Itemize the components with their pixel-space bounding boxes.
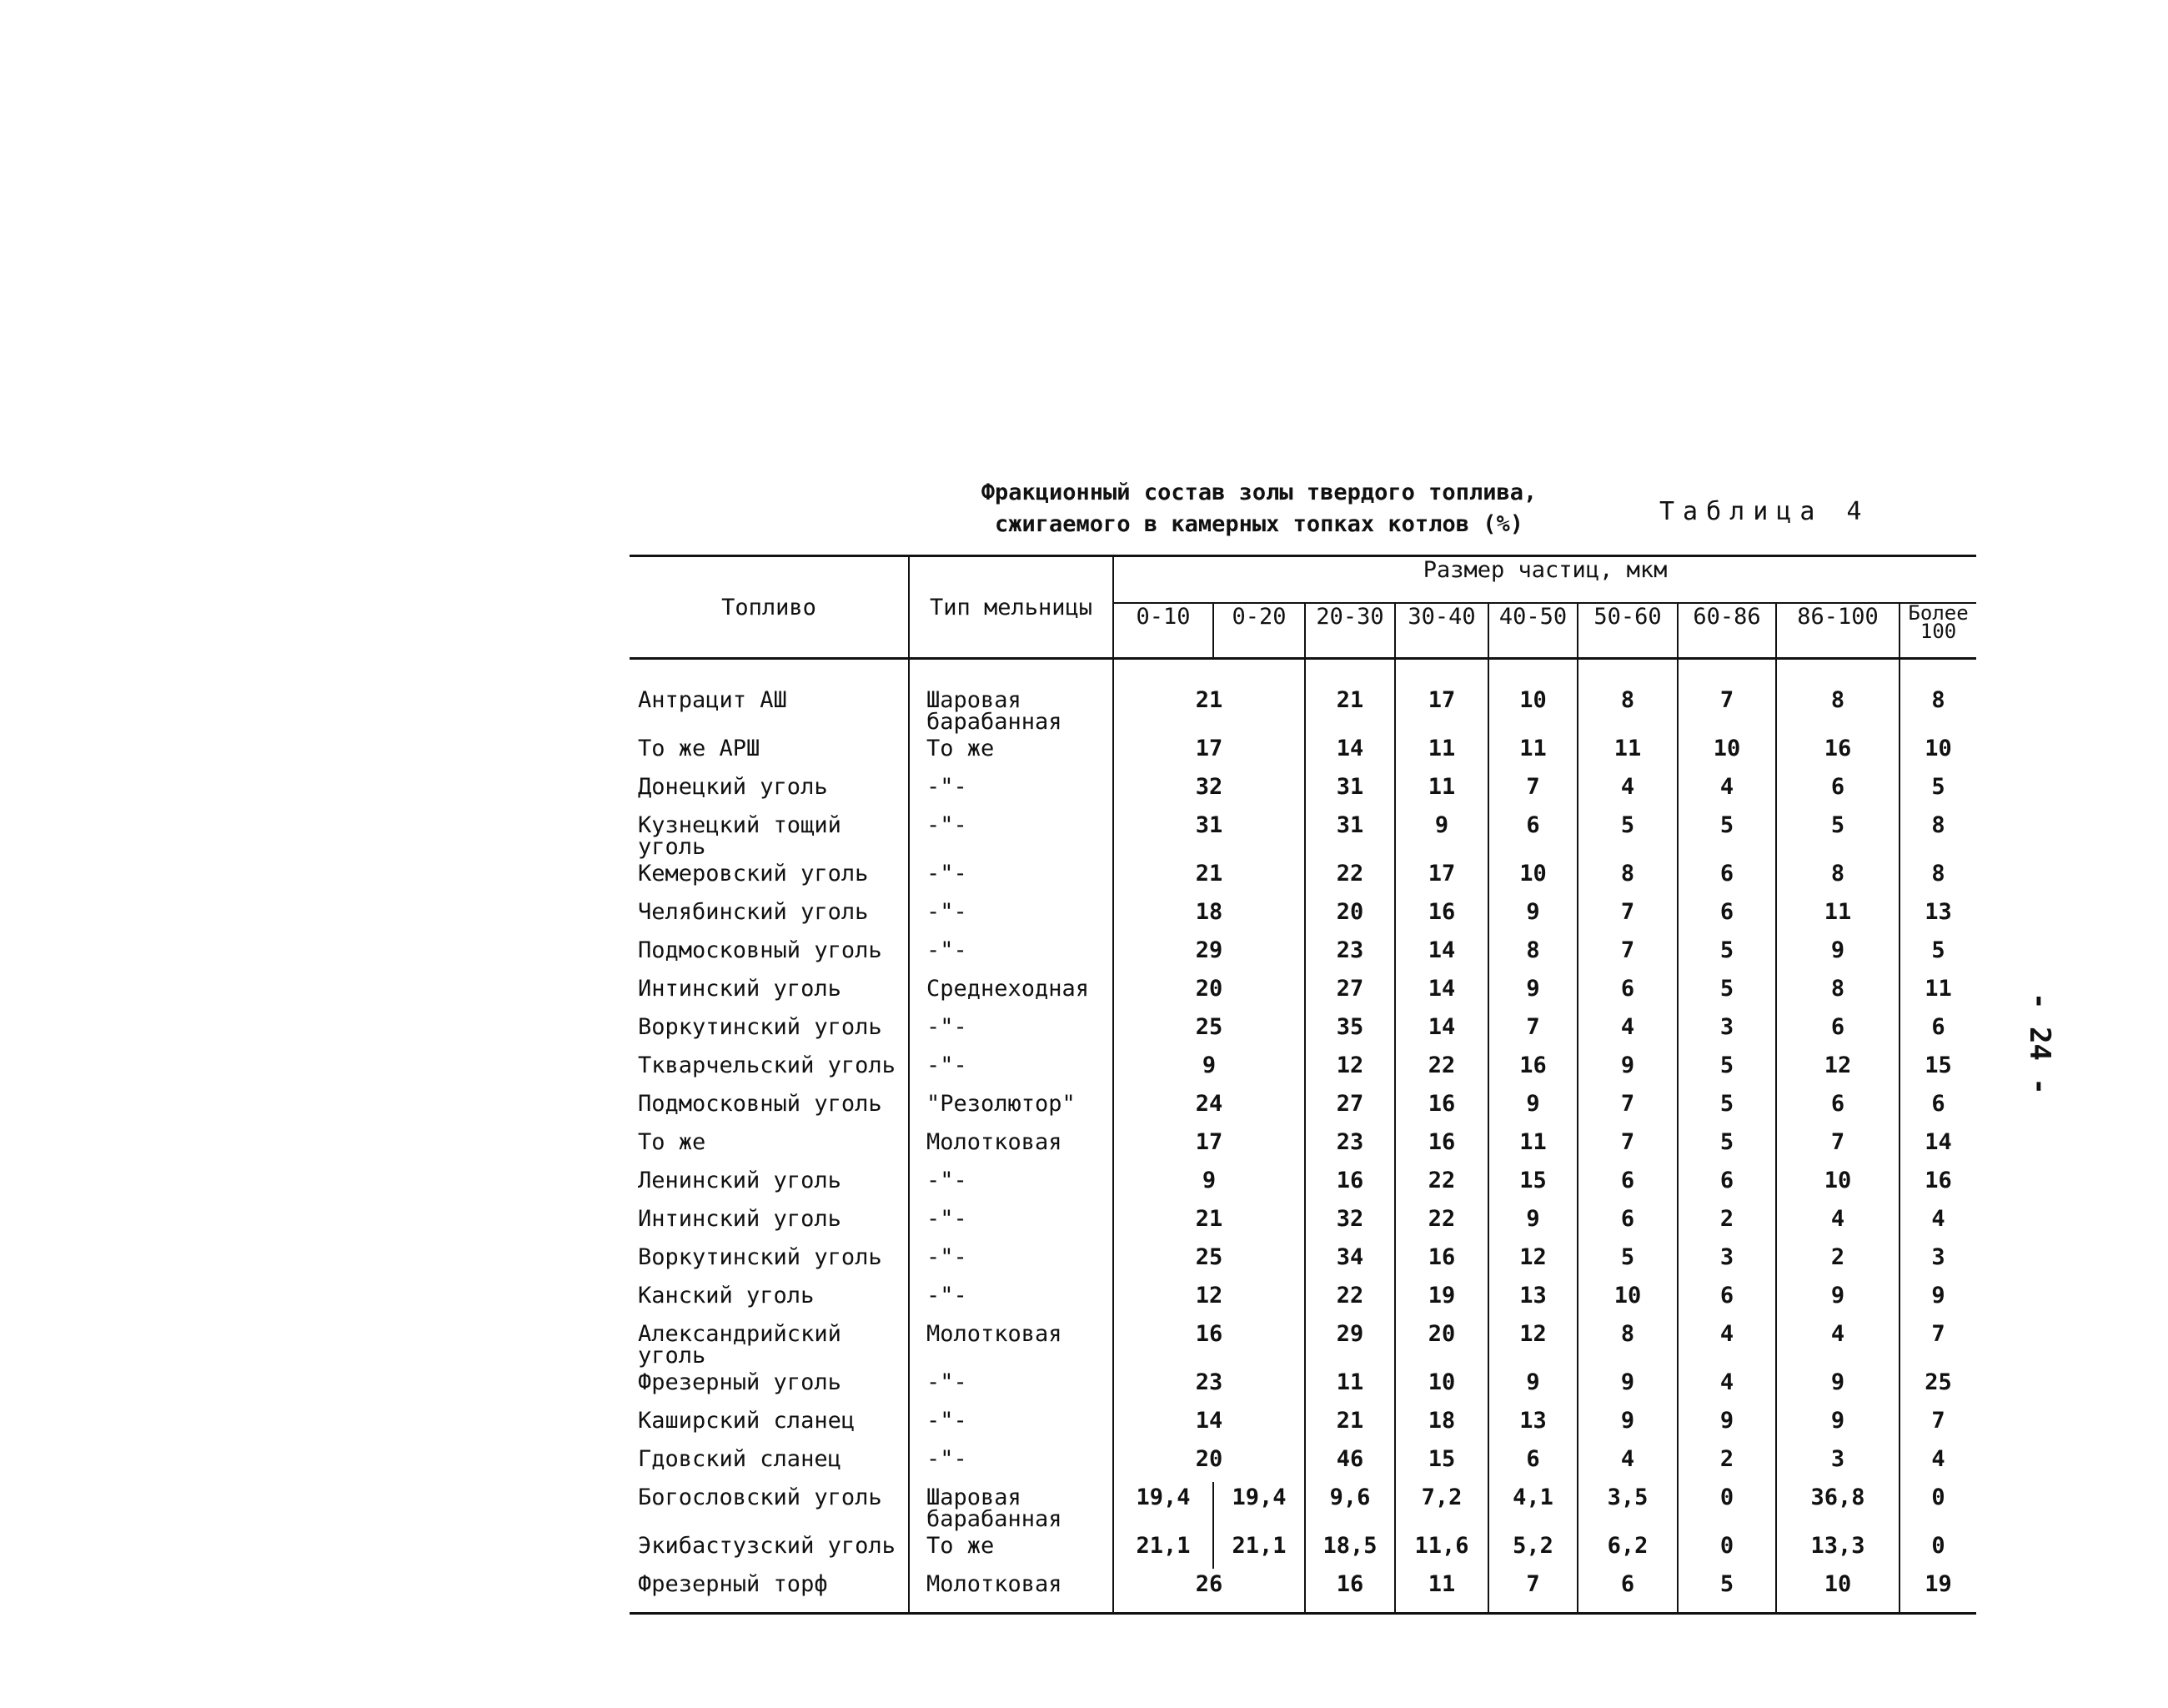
value-cell: 5 <box>1678 973 1776 1012</box>
value-cell: 22 <box>1305 858 1395 897</box>
value-cell: 11 <box>1488 733 1578 771</box>
value-cell: 16 <box>1395 1127 1488 1165</box>
header-bin-1: 0-20 <box>1213 603 1305 659</box>
fuel-name: Канский уголь <box>638 1283 815 1309</box>
value-cell: 22 <box>1395 1203 1488 1242</box>
header-particle-size: Размер частиц, мкм <box>1113 556 1976 603</box>
value-cell: 6 <box>1678 897 1776 935</box>
value-cell: 19,4 <box>1213 1482 1305 1530</box>
table-number-label: Таблица 4 <box>1659 497 1870 526</box>
value-cell: 5 <box>1678 810 1776 858</box>
value-cell: 23 <box>1305 935 1395 973</box>
mill-type: -"- <box>909 1050 1113 1088</box>
table-title-line-2: сжигаемого в камерных топках котлов (%) <box>995 511 1523 537</box>
mill-type: -"- <box>909 810 1113 858</box>
value-cell: 3 <box>1678 1012 1776 1050</box>
value-cell: 23 <box>1113 1367 1305 1405</box>
fuel-name: Челябинский уголь <box>638 899 869 925</box>
value-cell: 6,2 <box>1578 1530 1678 1569</box>
value-cell: 21 <box>1113 659 1305 734</box>
mill-type: -"- <box>909 1203 1113 1242</box>
value-cell: 16 <box>1488 1050 1578 1088</box>
table-row <box>630 1165 1976 1203</box>
value-cell: 11,6 <box>1395 1530 1488 1569</box>
mill-type: -"- <box>909 1280 1113 1319</box>
value-cell: 4 <box>1776 1203 1900 1242</box>
value-cell: 7 <box>1488 1569 1578 1614</box>
value-cell: 16 <box>1113 1319 1305 1367</box>
value-cell: 9 <box>1678 1405 1776 1444</box>
value-cell: 15 <box>1488 1165 1578 1203</box>
value-cell: 7 <box>1900 1319 1976 1367</box>
value-cell: 8 <box>1900 810 1976 858</box>
value-cell: 5 <box>1900 935 1976 973</box>
value-cell: 9 <box>1578 1405 1678 1444</box>
value-cell: 14 <box>1113 1405 1305 1444</box>
fuel-name: Подмосковный уголь <box>638 1091 882 1117</box>
value-cell: 32 <box>1305 1203 1395 1242</box>
value-cell: 6 <box>1678 1165 1776 1203</box>
table-row <box>630 1367 1976 1405</box>
value-cell: 13 <box>1900 897 1976 935</box>
value-cell: 4 <box>1578 771 1678 810</box>
value-cell: 5 <box>1578 810 1678 858</box>
value-cell: 5,2 <box>1488 1530 1578 1569</box>
value-cell: 12 <box>1113 1280 1305 1319</box>
table-row <box>630 935 1976 973</box>
value-cell: 3,5 <box>1578 1482 1678 1530</box>
value-cell: 7 <box>1488 771 1578 810</box>
value-cell: 36,8 <box>1776 1482 1900 1530</box>
value-cell: 14 <box>1900 1127 1976 1165</box>
table-row <box>630 1280 1976 1319</box>
value-cell: 5 <box>1900 771 1976 810</box>
value-cell: 6 <box>1488 1444 1578 1482</box>
value-cell: 9 <box>1578 1367 1678 1405</box>
value-cell: 13 <box>1488 1280 1578 1319</box>
value-cell: 24 <box>1113 1088 1305 1127</box>
value-cell: 8 <box>1776 659 1900 734</box>
value-cell: 5 <box>1678 1050 1776 1088</box>
value-cell: 17 <box>1113 733 1305 771</box>
mill-type: -"- <box>909 1367 1113 1405</box>
value-cell: 14 <box>1305 733 1395 771</box>
value-cell: 17 <box>1113 1127 1305 1165</box>
value-cell: 6 <box>1900 1012 1976 1050</box>
value-cell: 6 <box>1776 771 1900 810</box>
value-cell: 11 <box>1900 973 1976 1012</box>
value-cell: 0 <box>1678 1530 1776 1569</box>
value-cell: 22 <box>1395 1050 1488 1088</box>
value-cell: 9 <box>1488 973 1578 1012</box>
value-cell: 11 <box>1395 1569 1488 1614</box>
value-cell: 8 <box>1578 1319 1678 1367</box>
mill-type: -"- <box>909 1242 1113 1280</box>
table-row <box>630 1203 1976 1242</box>
value-cell: 5 <box>1678 1088 1776 1127</box>
value-cell: 15 <box>1900 1050 1976 1088</box>
value-cell: 16 <box>1900 1165 1976 1203</box>
fuel-name: Гдовский сланец <box>638 1446 841 1472</box>
value-cell: 21 <box>1113 858 1305 897</box>
value-cell: 8 <box>1578 858 1678 897</box>
value-cell: 4 <box>1776 1319 1900 1367</box>
value-cell: 9 <box>1776 935 1900 973</box>
value-cell: 2 <box>1776 1242 1900 1280</box>
value-cell: 9,6 <box>1305 1482 1395 1530</box>
value-cell: 16 <box>1305 1165 1395 1203</box>
value-cell: 7 <box>1578 897 1678 935</box>
fuel-name: Богословский уголь <box>638 1484 882 1510</box>
table-row <box>630 1530 1976 1569</box>
table-title-line-1: Фракционный состав золы твердого топлива, <box>981 480 1538 505</box>
table-row <box>630 1012 1976 1050</box>
value-cell: 16 <box>1776 733 1900 771</box>
value-cell: 7 <box>1578 935 1678 973</box>
table-row <box>630 810 1976 858</box>
value-cell: 9 <box>1488 1203 1578 1242</box>
value-cell: 5 <box>1678 935 1776 973</box>
value-cell: 10 <box>1578 1280 1678 1319</box>
value-cell: 7 <box>1488 1012 1578 1050</box>
value-cell: 10 <box>1488 858 1578 897</box>
value-cell: 3 <box>1900 1242 1976 1280</box>
value-cell: 31 <box>1305 771 1395 810</box>
value-cell: 6 <box>1776 1012 1900 1050</box>
header-bin-7: 86-100 <box>1776 603 1900 659</box>
value-cell: 20 <box>1113 1444 1305 1482</box>
value-cell: 22 <box>1395 1165 1488 1203</box>
mill-type: -"- <box>909 897 1113 935</box>
value-cell: 20 <box>1395 1319 1488 1367</box>
value-cell: 9 <box>1488 1367 1578 1405</box>
table-row <box>630 733 1976 771</box>
mill-type: То же <box>909 733 1113 771</box>
value-cell: 16 <box>1395 1242 1488 1280</box>
table-body <box>630 659 1976 1614</box>
fuel-name: Ткварчельский уголь <box>638 1052 896 1078</box>
value-cell: 9 <box>1776 1405 1900 1444</box>
mill-type: -"- <box>909 858 1113 897</box>
value-cell: 19 <box>1395 1280 1488 1319</box>
value-cell: 4 <box>1900 1444 1976 1482</box>
table-row <box>630 897 1976 935</box>
value-cell: 6 <box>1578 1165 1678 1203</box>
mill-type: -"- <box>909 1444 1113 1482</box>
value-cell: 11 <box>1488 1127 1578 1165</box>
mill-type: Среднеходная <box>909 973 1113 1012</box>
value-cell: 2 <box>1678 1203 1776 1242</box>
value-cell: 10 <box>1678 733 1776 771</box>
value-cell: 11 <box>1578 733 1678 771</box>
value-cell: 35 <box>1305 1012 1395 1050</box>
value-cell: 11 <box>1305 1367 1395 1405</box>
table-row <box>630 1482 1976 1530</box>
mill-type: Молотковая <box>909 1319 1113 1367</box>
value-cell: 7 <box>1578 1088 1678 1127</box>
value-cell: 6 <box>1678 858 1776 897</box>
value-cell: 9 <box>1776 1367 1900 1405</box>
value-cell: 29 <box>1305 1319 1395 1367</box>
value-cell: 10 <box>1395 1367 1488 1405</box>
value-cell: 4 <box>1678 1367 1776 1405</box>
value-cell: 21 <box>1305 659 1395 734</box>
value-cell: 4 <box>1678 1319 1776 1367</box>
value-cell: 21 <box>1305 1405 1395 1444</box>
value-cell: 29 <box>1113 935 1305 973</box>
value-cell: 5 <box>1776 810 1900 858</box>
mill-type: Шаровая барабанная <box>909 659 1113 734</box>
value-cell: 7 <box>1678 659 1776 734</box>
value-cell: 3 <box>1678 1242 1776 1280</box>
ash-fraction-table <box>630 555 1976 1615</box>
value-cell: 4 <box>1678 771 1776 810</box>
mill-type: "Резолютор" <box>909 1088 1113 1127</box>
fuel-name: Интинский уголь <box>638 1206 841 1232</box>
header-bin-2: 20-30 <box>1305 603 1395 659</box>
table-row <box>630 1319 1976 1367</box>
value-cell: 19,4 <box>1113 1482 1213 1530</box>
value-cell: 21,1 <box>1213 1530 1305 1569</box>
value-cell: 11 <box>1395 733 1488 771</box>
fuel-name: Каширский сланец <box>638 1408 856 1434</box>
value-cell: 10 <box>1488 659 1578 734</box>
value-cell: 19 <box>1900 1569 1976 1614</box>
fuel-name: Антрацит АШ <box>638 687 787 713</box>
mill-type: -"- <box>909 771 1113 810</box>
header-bin-6: 60-86 <box>1678 603 1776 659</box>
fuel-name: Александрийский уголь <box>638 1321 841 1369</box>
value-cell: 9 <box>1395 810 1488 858</box>
value-cell: 5 <box>1578 1242 1678 1280</box>
value-cell: 0 <box>1900 1482 1976 1530</box>
value-cell: 14 <box>1395 1012 1488 1050</box>
value-cell: 5 <box>1678 1569 1776 1614</box>
value-cell: 31 <box>1113 810 1305 858</box>
header-mill-type: Тип мельницы <box>909 556 1113 659</box>
table-row <box>630 1569 1976 1614</box>
value-cell: 16 <box>1395 897 1488 935</box>
fuel-name: Фрезерный уголь <box>638 1369 841 1395</box>
table-row <box>630 659 1976 734</box>
value-cell: 8 <box>1488 935 1578 973</box>
value-cell: 3 <box>1776 1444 1900 1482</box>
value-cell: 20 <box>1305 897 1395 935</box>
value-cell: 6 <box>1578 1203 1678 1242</box>
value-cell: 11 <box>1395 771 1488 810</box>
value-cell: 6 <box>1678 1280 1776 1319</box>
value-cell: 9 <box>1578 1050 1678 1088</box>
table-row <box>630 1050 1976 1088</box>
value-cell: 7 <box>1900 1405 1976 1444</box>
value-cell: 26 <box>1113 1569 1305 1614</box>
value-cell: 14 <box>1395 973 1488 1012</box>
mill-type: -"- <box>909 1012 1113 1050</box>
value-cell: 21 <box>1113 1203 1305 1242</box>
value-cell: 21,1 <box>1113 1530 1213 1569</box>
table-row <box>630 1405 1976 1444</box>
value-cell: 12 <box>1488 1319 1578 1367</box>
value-cell: 17 <box>1395 858 1488 897</box>
value-cell: 4 <box>1578 1012 1678 1050</box>
fuel-name: Воркутинский уголь <box>638 1014 882 1040</box>
value-cell: 8 <box>1776 973 1900 1012</box>
header-bin-0: 0-10 <box>1113 603 1213 659</box>
page-number: - 24 - <box>2023 992 2056 1095</box>
value-cell: 18 <box>1395 1405 1488 1444</box>
value-cell: 0 <box>1678 1482 1776 1530</box>
value-cell: 9 <box>1488 897 1578 935</box>
fuel-name: То же <box>638 1129 706 1155</box>
value-cell: 8 <box>1900 659 1976 734</box>
value-cell: 9 <box>1900 1280 1976 1319</box>
mill-type: -"- <box>909 1405 1113 1444</box>
value-cell: 6 <box>1578 973 1678 1012</box>
value-cell: 32 <box>1113 771 1305 810</box>
fuel-name: Воркутинский уголь <box>638 1244 882 1270</box>
value-cell: 31 <box>1305 810 1395 858</box>
value-cell: 18,5 <box>1305 1530 1395 1569</box>
value-cell: 4 <box>1578 1444 1678 1482</box>
value-cell: 2 <box>1678 1444 1776 1482</box>
value-cell: 22 <box>1305 1280 1395 1319</box>
value-cell: 11 <box>1776 897 1900 935</box>
table-row <box>630 1242 1976 1280</box>
value-cell: 12 <box>1776 1050 1900 1088</box>
fuel-name: Экибастузский уголь <box>638 1533 896 1559</box>
value-cell: 10 <box>1776 1569 1900 1614</box>
fuel-name: Подмосковный уголь <box>638 937 882 963</box>
mill-type: Шаровая барабанная <box>909 1482 1113 1530</box>
mill-type: -"- <box>909 935 1113 973</box>
value-cell: 7,2 <box>1395 1482 1488 1530</box>
value-cell: 0 <box>1900 1530 1976 1569</box>
table-title <box>934 477 1584 540</box>
value-cell: 34 <box>1305 1242 1395 1280</box>
fuel-name: Интинский уголь <box>638 976 841 1002</box>
value-cell: 12 <box>1488 1242 1578 1280</box>
value-cell: 6 <box>1488 810 1578 858</box>
header-bin-3: 30-40 <box>1395 603 1488 659</box>
header-fuel: Топливо <box>630 556 909 659</box>
value-cell: 15 <box>1395 1444 1488 1482</box>
value-cell: 25 <box>1113 1012 1305 1050</box>
value-cell: 7 <box>1578 1127 1678 1165</box>
value-cell: 9 <box>1488 1088 1578 1127</box>
table-row <box>630 858 1976 897</box>
value-cell: 8 <box>1578 659 1678 734</box>
value-cell: 8 <box>1900 858 1976 897</box>
value-cell: 12 <box>1305 1050 1395 1088</box>
value-cell: 10 <box>1776 1165 1900 1203</box>
value-cell: 6 <box>1900 1088 1976 1127</box>
value-cell: 46 <box>1305 1444 1395 1482</box>
mill-type: То же <box>909 1530 1113 1569</box>
value-cell: 27 <box>1305 1088 1395 1127</box>
value-cell: 25 <box>1900 1367 1976 1405</box>
value-cell: 23 <box>1305 1127 1395 1165</box>
value-cell: 27 <box>1305 973 1395 1012</box>
value-cell: 13 <box>1488 1405 1578 1444</box>
value-cell: 4,1 <box>1488 1482 1578 1530</box>
value-cell: 20 <box>1113 973 1305 1012</box>
value-cell: 16 <box>1395 1088 1488 1127</box>
value-cell: 16 <box>1305 1569 1395 1614</box>
mill-type: Молотковая <box>909 1569 1113 1614</box>
value-cell: 13,3 <box>1776 1530 1900 1569</box>
fuel-name: Кузнецкий тощий уголь <box>638 812 841 860</box>
value-cell: 9 <box>1113 1050 1305 1088</box>
fuel-name: Ленинский уголь <box>638 1168 841 1193</box>
value-cell: 7 <box>1776 1127 1900 1165</box>
value-cell: 25 <box>1113 1242 1305 1280</box>
header-bin-5: 50-60 <box>1578 603 1678 659</box>
mill-type: -"- <box>909 1165 1113 1203</box>
value-cell: 5 <box>1678 1127 1776 1165</box>
value-cell: 17 <box>1395 659 1488 734</box>
mill-type: Молотковая <box>909 1127 1113 1165</box>
table-row <box>630 1127 1976 1165</box>
value-cell: 14 <box>1395 935 1488 973</box>
fuel-name: Кемеровский уголь <box>638 861 869 887</box>
value-cell: 6 <box>1578 1569 1678 1614</box>
table-row <box>630 1088 1976 1127</box>
value-cell: 4 <box>1900 1203 1976 1242</box>
table-row <box>630 771 1976 810</box>
fuel-name: Донецкий уголь <box>638 774 828 800</box>
value-cell: 18 <box>1113 897 1305 935</box>
fuel-name: Фрезерный торф <box>630 1569 909 1614</box>
header-bin-8: Более 100 <box>1900 603 1976 659</box>
value-cell: 9 <box>1776 1280 1900 1319</box>
value-cell: 10 <box>1900 733 1976 771</box>
value-cell: 6 <box>1776 1088 1900 1127</box>
header-bin-4: 40-50 <box>1488 603 1578 659</box>
table-row <box>630 973 1976 1012</box>
value-cell: 8 <box>1776 858 1900 897</box>
table-row <box>630 1444 1976 1482</box>
value-cell: 9 <box>1113 1165 1305 1203</box>
fuel-name: То же АРШ <box>638 736 760 761</box>
